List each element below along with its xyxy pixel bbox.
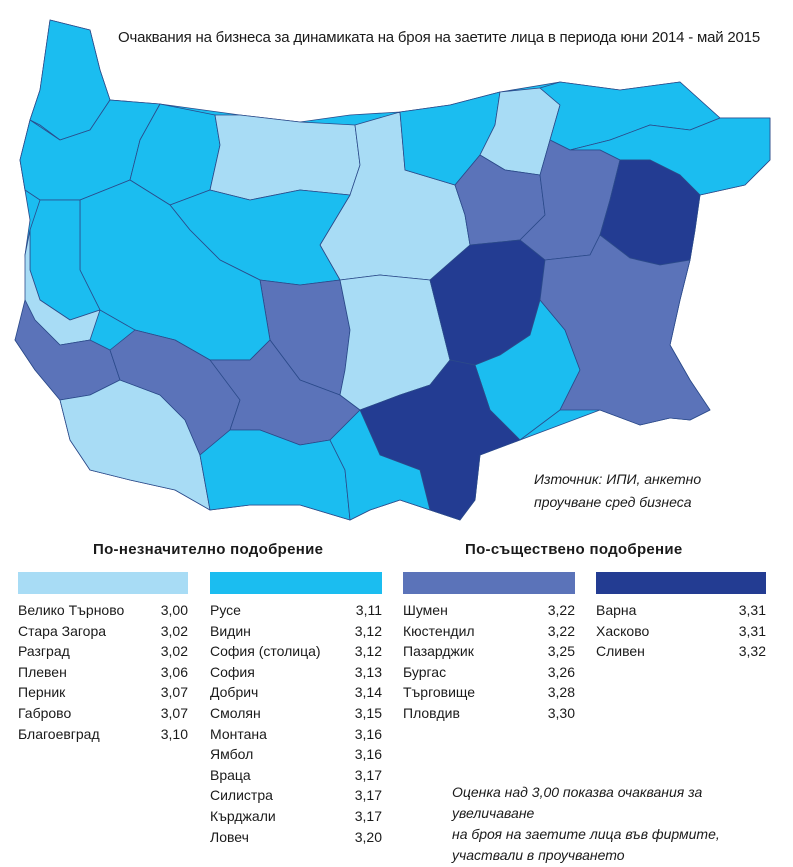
region-name: Кърджали [210,807,276,824]
region-name: Благоевград [18,725,100,742]
region-value: 3,13 [354,663,382,680]
region-name: Плевен [18,663,67,680]
legend-row [596,641,766,662]
region-value: 3,28 [547,684,575,701]
region-value: 3,07 [160,684,188,701]
region-value: 3,30 [547,704,575,721]
region-value: 3,17 [354,807,382,824]
region-name: Сливен [596,643,645,660]
region-name: Варна [596,602,637,618]
region-name: Смолян [210,704,261,721]
region-value: 3,32 [738,643,766,660]
legend-row [210,724,382,745]
legend-swatch-2 [210,572,382,594]
note-line-1: Оценка над 3,00 показва очаквания за увеличаване [452,784,703,821]
legend-row [210,662,382,683]
region-name: Стара Загора [18,622,107,639]
region-value: 3,10 [160,725,188,742]
region-name: Монтана [210,725,267,742]
legend-column-4 [596,600,766,662]
region-value: 3,06 [160,663,188,680]
legend-row [210,806,382,827]
region-value: 3,22 [547,622,575,639]
legend-row [18,724,188,745]
legend-column-1 [18,600,188,744]
region-name: Пазарджик [403,643,474,660]
legend-row [18,662,188,683]
legend-column-3 [403,600,575,724]
region-value: 3,31 [738,602,766,618]
legend-row [210,682,382,703]
region-value: 3,25 [547,643,575,660]
region-value: 3,15 [354,704,382,721]
legend-row [18,600,188,621]
legend-row [403,641,575,662]
legend-row [18,682,188,703]
region-pleven [210,115,360,200]
region-value: 3,26 [547,663,575,680]
region-name: Хасково [596,622,650,639]
region-name: Ямбол [210,746,254,763]
legend-row [403,600,575,621]
region-name: Враца [210,766,251,783]
region-value: 3,14 [354,684,382,701]
legend-swatch-4 [596,572,766,594]
region-name: Бургас [403,663,447,680]
region-name: Русе [210,602,241,618]
legend-row [403,662,575,683]
region-value: 3,00 [160,602,188,618]
source-line-2: проучване сред бизнеса [534,494,692,510]
region-value: 3,20 [354,828,382,845]
region-value: 3,17 [354,766,382,783]
region-value: 3,02 [160,643,188,660]
region-value: 3,16 [354,725,382,742]
legend-row [403,621,575,642]
group-heading-minor: По-незначително подобрение [93,541,324,558]
region-value: 3,12 [354,643,382,660]
legend-row [210,744,382,765]
interpretation-note [452,782,782,866]
region-name: София [210,663,255,680]
region-value: 3,31 [738,622,766,639]
note-line-2: на броя на заетите лица във фирмите, [452,826,720,842]
region-value: 3,12 [354,622,382,639]
legend-row [596,621,766,642]
region-name: Ловеч [210,828,249,845]
group-heading-major: По-съществено подобрение [465,541,683,558]
region-value: 3,17 [354,787,382,804]
region-value: 3,02 [160,622,188,639]
legend-column-2 [210,600,382,847]
legend-row [210,703,382,724]
region-name: Търговище [403,684,476,701]
region-name: Силистра [210,787,273,804]
map-title: Очаквания на бизнеса за динамиката на броя на заетите лица в периода юни 2014 - май 2015 [118,29,760,46]
legend-row [403,703,575,724]
region-name: Добрич [210,684,259,701]
region-name: Велико Търново [18,602,125,618]
legend-row [210,785,382,806]
region-name: Пловдив [403,704,460,721]
legend-row [596,600,766,621]
region-name: Шумен [403,602,448,618]
legend-row [403,682,575,703]
legend-row [210,827,382,848]
legend-row [210,600,382,621]
legend-row [18,621,188,642]
legend-swatch-3 [403,572,575,594]
region-name: Перник [18,684,66,701]
legend-row [210,621,382,642]
region-value: 3,16 [354,746,382,763]
legend-row [210,765,382,786]
region-value: 3,07 [160,704,188,721]
region-smolyan [200,430,350,520]
region-name: София (столица) [210,643,321,660]
region-name: Кюстендил [403,622,475,639]
legend-row [18,703,188,724]
source-line-1: Източник: ИПИ, анкетно [534,471,702,487]
region-name: Разград [18,643,70,660]
source-note [534,468,744,514]
region-name: Габрово [18,704,72,721]
note-line-3: участвали в проучването [452,847,625,863]
region-name: Видин [210,622,251,639]
legend-row [210,641,382,662]
region-value: 3,22 [547,602,575,618]
region-value: 3,11 [355,602,382,618]
legend-row [18,641,188,662]
legend-swatch-1 [18,572,188,594]
